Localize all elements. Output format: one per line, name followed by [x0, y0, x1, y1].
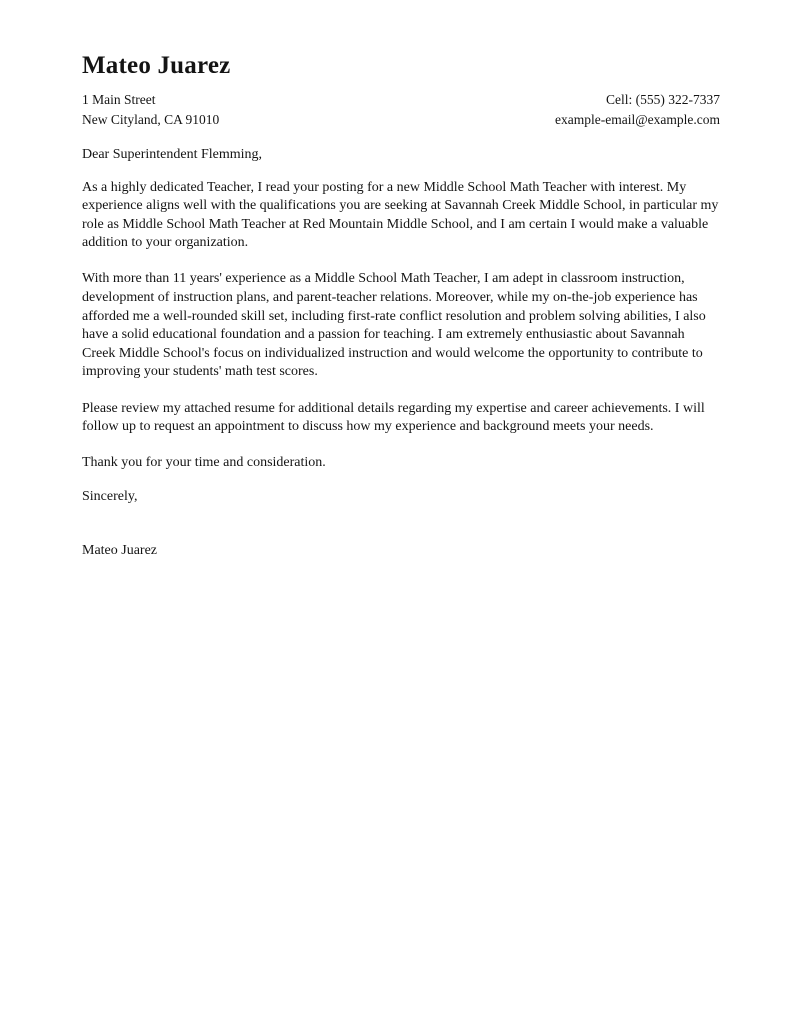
closing-line: Sincerely,	[82, 488, 138, 504]
author-name-heading: Mateo Juarez	[82, 52, 231, 79]
body-paragraph-2: With more than 11 years' experience as a Middle School Math Teacher, I am adept in classroom instruction, development of instruction plans, and parent-teacher relations. Moreover, while my on-the-job experience has afforded me a well-rounded skill set, including first-rate conflict resolution and problem solving abilities, I also have a solid educational foundation and a passion for teaching. I am extremely enthusiastic about Savannah Creek Middle School's focus on individualized instruction and would welcome the opportunity to contribute to improving your students' math test scores.	[82, 271, 706, 380]
greeting-line: Dear Superintendent Flemming,	[82, 147, 263, 162]
contact-info-block	[82, 90, 720, 130]
cell-phone-number: Cell: (555) 322-7337	[606, 92, 720, 107]
signature-name: Mateo Juarez	[82, 543, 158, 559]
letter-body	[82, 146, 720, 561]
body-paragraph-3: Please review my attached resume for additional details regarding my expertise and career achievements. I will follow up to request an appointment to discuss how my experience and background meets your needs.	[82, 400, 705, 435]
address-line-2: New Cityland, CA 91010	[82, 112, 220, 127]
contact-address-block	[82, 90, 219, 130]
contact-phone-email-block	[555, 90, 720, 130]
thank-you-line: Thank you for your time and consideration.	[82, 455, 326, 471]
email-address: example-email@example.com	[555, 112, 720, 127]
body-paragraph-1: As a highly dedicated Teacher, I read your posting for a new Middle School Math Teacher with interest. My experience aligns well with the qualifications you are seeking at Savannah Creek Middle School, in particular my role as Middle School Math Teacher at Red Mountain Middle School, and I am certain I would make a valuable addition to your organization.	[82, 179, 719, 251]
address-line-1: 1 Main Street	[82, 92, 156, 107]
